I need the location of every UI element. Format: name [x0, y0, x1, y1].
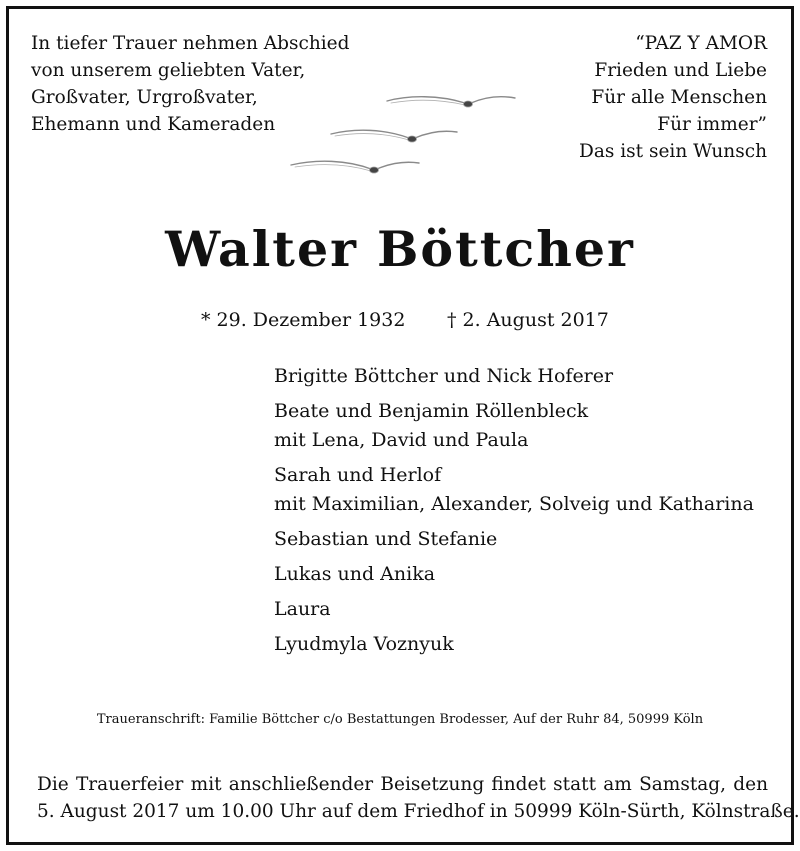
intro-line: Großvater, Urgroßvater, — [31, 87, 258, 108]
family-line: Brigitte Böttcher und Nick Hoferer — [274, 365, 614, 387]
ceremony-info — [37, 771, 800, 825]
family-line: Lyudmyla Voznyuk — [274, 633, 454, 655]
intro-line: von unserem geliebten Vater, — [31, 60, 306, 81]
family-line: Lukas und Anika — [274, 563, 436, 585]
motto-line: Frieden und Liebe — [594, 60, 767, 81]
family-group — [274, 595, 754, 624]
birth-date: * 29. Dezember 1932 — [201, 309, 406, 331]
family-list — [274, 362, 754, 665]
motto-line: Für immer” — [657, 114, 767, 135]
motto-line: “PAZ Y AMOR — [635, 33, 767, 54]
family-group — [274, 362, 754, 391]
family-group — [274, 560, 754, 589]
death-date: † 2. August 2017 — [447, 309, 609, 331]
family-group — [274, 461, 754, 519]
deceased-name: Walter Böttcher — [165, 220, 635, 278]
family-line: mit Maximilian, Alexander, Solveig und Katharina — [274, 493, 754, 515]
mourning-address: Traueranschrift: Familie Böttcher c/o Bestattungen Brodesser, Auf der Ruhr 84, 50999 Köln — [96, 712, 704, 727]
flying-birds-icon — [279, 85, 529, 185]
family-line: Beate und Benjamin Röllenbleck — [274, 400, 589, 422]
ceremony-line: 5. August 2017 um 10.00 Uhr auf dem Friedhof in 50999 Köln-Sürth, Kölnstraße. — [37, 801, 800, 822]
motto-line: Für alle Menschen — [591, 87, 767, 108]
family-line: mit Lena, David und Paula — [274, 429, 529, 451]
family-line: Sarah und Herlof — [274, 464, 442, 486]
family-line: Sebastian und Stefanie — [274, 528, 498, 550]
family-group — [274, 397, 754, 455]
family-group — [274, 630, 754, 659]
motto-text — [579, 30, 767, 165]
obituary-notice — [6, 6, 800, 845]
family-group — [274, 525, 754, 554]
intro-line: Ehemann und Kameraden — [31, 114, 276, 135]
ceremony-line: Die Trauerfeier mit anschließender Beisetzung findet statt am Samstag, den — [37, 774, 768, 795]
family-line: Laura — [274, 598, 331, 620]
motto-line: Das ist sein Wunsch — [579, 141, 767, 162]
intro-line: In tiefer Trauer nehmen Abschied — [31, 33, 350, 54]
